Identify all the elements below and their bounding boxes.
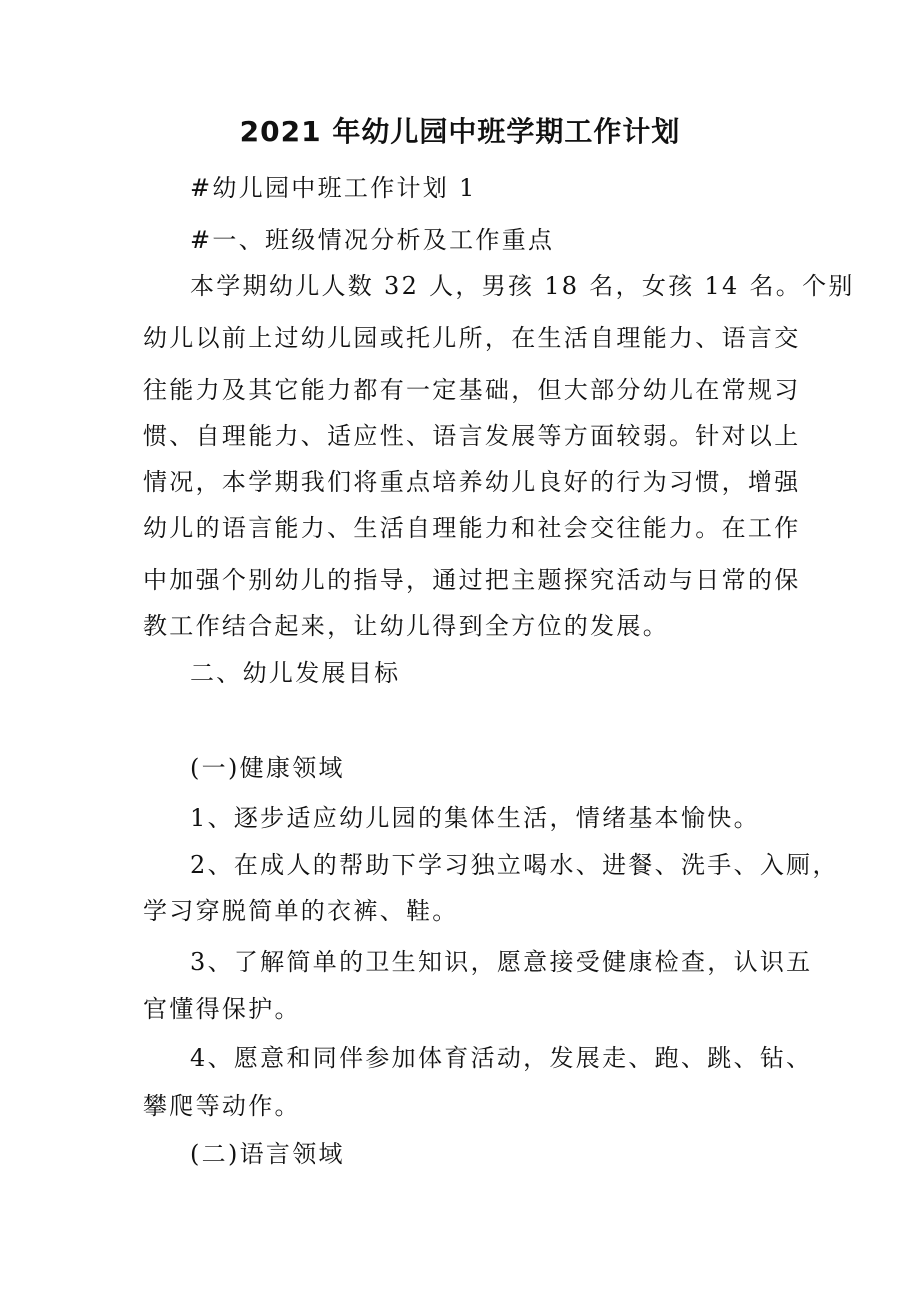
section-heading: #幼儿园中班工作计划 1: [190, 174, 477, 202]
paragraph-line: 本学期幼儿人数 32 人，男孩 18 名，女孩 14 名。个别: [190, 272, 855, 300]
list-item-continuation: 攀爬等动作。: [143, 1092, 301, 1120]
list-item: 4、愿意和同伴参加体育活动，发展走、跑、跳、钻、: [190, 1044, 813, 1072]
paragraph-line: 幼儿的语言能力、生活自理能力和社会交往能力。在工作: [143, 514, 801, 542]
list-item: 3、了解简单的卫生知识，愿意接受健康检查，认识五: [190, 948, 813, 976]
paragraph-line: 幼儿以前上过幼儿园或托儿所，在生活自理能力、语言交: [143, 324, 801, 352]
list-item-continuation: 官懂得保护。: [143, 995, 301, 1023]
subsection-heading: (一)健康领域: [190, 754, 345, 782]
list-item: 1、逐步适应幼儿园的集体生活，情绪基本愉快。: [190, 804, 760, 832]
section-heading: #一、班级情况分析及工作重点: [190, 226, 555, 254]
list-item-continuation: 学习穿脱简单的衣裤、鞋。: [143, 897, 459, 925]
paragraph-line: 中加强个别幼儿的指导，通过把主题探究活动与日常的保: [143, 566, 801, 594]
list-item: 2、在成人的帮助下学习独立喝水、进餐、洗手、入厕，: [190, 851, 839, 879]
paragraph-line: 往能力及其它能力都有一定基础，但大部分幼儿在常规习: [143, 376, 801, 404]
subsection-heading: (二)语言领域: [190, 1140, 345, 1168]
paragraph-line: 情况，本学期我们将重点培养幼儿良好的行为习惯，增强: [143, 468, 801, 496]
paragraph-line: 惯、自理能力、适应性、语言发展等方面较弱。针对以上: [143, 422, 801, 450]
document-title: 2021 年幼儿园中班学期工作计划: [239, 115, 681, 148]
section-heading: 二、幼儿发展目标: [190, 659, 401, 687]
paragraph-line: 教工作结合起来，让幼儿得到全方位的发展。: [143, 612, 669, 640]
